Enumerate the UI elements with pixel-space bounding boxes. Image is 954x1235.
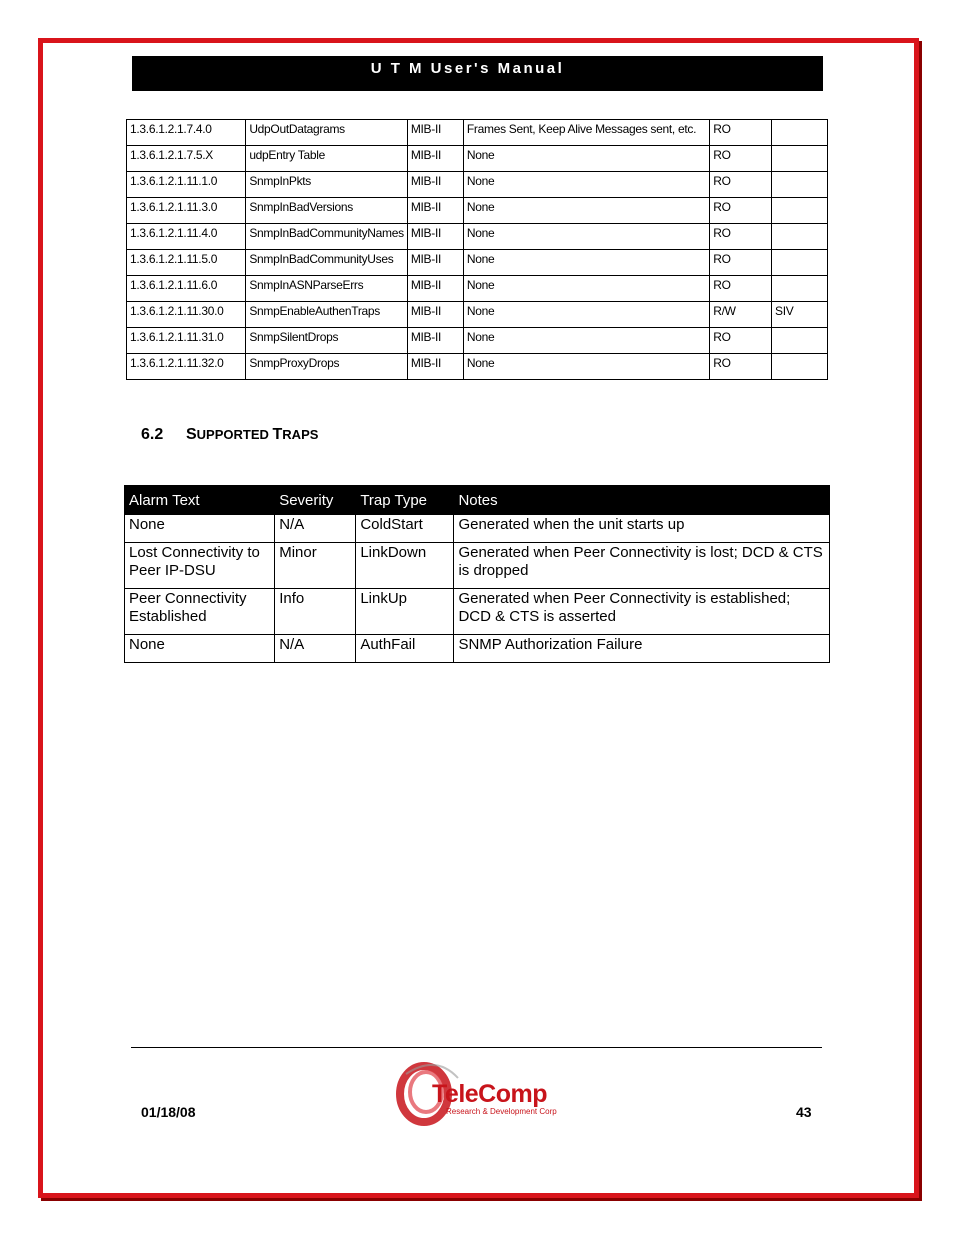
table-cell: 1.3.6.1.2.1.11.31.0 <box>127 328 246 354</box>
table-cell: None <box>125 635 275 663</box>
table-row <box>125 515 830 543</box>
manual-title: U T M User's Manual <box>370 60 565 77</box>
header-bar <box>132 56 823 91</box>
table-cell: RO <box>710 120 772 146</box>
table-cell: None <box>463 276 709 302</box>
table-cell <box>772 120 828 146</box>
table-cell: Peer Connectivity Established <box>125 589 275 635</box>
table-cell: SnmpInBadVersions <box>246 198 408 224</box>
section-title-s: S <box>186 426 197 443</box>
table-cell <box>772 354 828 380</box>
table-cell: 1.3.6.1.2.1.11.32.0 <box>127 354 246 380</box>
table-cell: SnmpProxyDrops <box>246 354 408 380</box>
table-cell: udpEntry Table <box>246 146 408 172</box>
table-cell: MIB-II <box>407 224 463 250</box>
table-cell <box>772 328 828 354</box>
table-cell: LinkUp <box>356 589 454 635</box>
table-cell: RO <box>710 276 772 302</box>
section-title-part1: UPPORTED <box>196 427 273 442</box>
table-row <box>127 276 828 302</box>
table-cell <box>772 276 828 302</box>
table-cell: MIB-II <box>407 198 463 224</box>
table-cell: R/W <box>710 302 772 328</box>
table-cell: 1.3.6.1.2.1.11.6.0 <box>127 276 246 302</box>
table-cell: Generated when Peer Connectivity is lost; DCD & CTS is dropped <box>454 543 830 589</box>
table-cell: RO <box>710 146 772 172</box>
table-cell: 1.3.6.1.2.1.11.3.0 <box>127 198 246 224</box>
table-cell: Frames Sent, Keep Alive Messages sent, etc. <box>463 120 709 146</box>
table-cell: SNMP Authorization Failure <box>454 635 830 663</box>
header-notes: Notes <box>454 486 830 515</box>
table-row <box>127 146 828 172</box>
logo-wordmark: TeleComp <box>432 1080 547 1108</box>
table-cell: None <box>463 146 709 172</box>
table-cell: MIB-II <box>407 328 463 354</box>
table-cell: 1.3.6.1.2.1.7.5.X <box>127 146 246 172</box>
table-cell: Generated when Peer Connectivity is established; DCD & CTS is asserted <box>454 589 830 635</box>
table-cell: Lost Connectivity to Peer IP-DSU <box>125 543 275 589</box>
table-cell: MIB-II <box>407 302 463 328</box>
table-row <box>125 589 830 635</box>
table-cell: SnmpInBadCommunityNames <box>246 224 408 250</box>
table-cell <box>772 172 828 198</box>
table-cell: 1.3.6.1.2.1.11.4.0 <box>127 224 246 250</box>
table-row <box>127 120 828 146</box>
page-number: 43 <box>796 1104 812 1120</box>
table-row <box>127 328 828 354</box>
table-cell: Info <box>275 589 356 635</box>
table-cell: RO <box>710 172 772 198</box>
table-cell: RO <box>710 354 772 380</box>
table-cell <box>772 224 828 250</box>
table-cell: MIB-II <box>407 250 463 276</box>
table-row <box>127 354 828 380</box>
table-cell: 1.3.6.1.2.1.11.1.0 <box>127 172 246 198</box>
table-cell: 1.3.6.1.2.1.11.5.0 <box>127 250 246 276</box>
table-cell: SnmpInASNParseErrs <box>246 276 408 302</box>
table-cell: SIV <box>772 302 828 328</box>
table-cell: None <box>463 302 709 328</box>
table-cell: 1.3.6.1.2.1.11.30.0 <box>127 302 246 328</box>
table-cell <box>772 250 828 276</box>
table-cell: MIB-II <box>407 354 463 380</box>
section-title-t: T <box>272 426 283 443</box>
table-cell: Generated when the unit starts up <box>454 515 830 543</box>
table-row <box>127 250 828 276</box>
table-cell: MIB-II <box>407 172 463 198</box>
supported-traps-table <box>124 485 830 663</box>
table-cell: MIB-II <box>407 120 463 146</box>
table-cell: N/A <box>275 635 356 663</box>
table-cell: None <box>463 198 709 224</box>
table-cell: UdpOutDatagrams <box>246 120 408 146</box>
table-row <box>127 302 828 328</box>
logo-subtitle: Research & Development Corp <box>446 1107 557 1116</box>
header-trap-type: Trap Type <box>356 486 454 515</box>
telecomp-logo <box>396 1054 576 1129</box>
table-cell: RO <box>710 198 772 224</box>
table-cell: LinkDown <box>356 543 454 589</box>
table-cell: MIB-II <box>407 146 463 172</box>
table-cell: SnmpEnableAuthenTraps <box>246 302 408 328</box>
table-cell: SnmpSilentDrops <box>246 328 408 354</box>
table-cell: RO <box>710 250 772 276</box>
table-cell: MIB-II <box>407 276 463 302</box>
table-cell: RO <box>710 328 772 354</box>
table-cell: ColdStart <box>356 515 454 543</box>
table-cell: None <box>463 172 709 198</box>
footer-date: 01/18/08 <box>141 1104 196 1120</box>
table-cell: None <box>463 328 709 354</box>
footer-divider <box>131 1047 822 1048</box>
table-cell: None <box>463 354 709 380</box>
table-cell: RO <box>710 224 772 250</box>
table-cell: N/A <box>275 515 356 543</box>
section-title-part2: RAPS <box>282 427 319 442</box>
table-cell: Minor <box>275 543 356 589</box>
table-cell: None <box>125 515 275 543</box>
table-cell: None <box>463 224 709 250</box>
header-alarm-text: Alarm Text <box>125 486 275 515</box>
section-number: 6.2 <box>141 426 164 443</box>
table-row <box>125 635 830 663</box>
table-cell <box>772 198 828 224</box>
section-heading <box>141 426 318 444</box>
header-severity: Severity <box>275 486 356 515</box>
mib-objects-table <box>126 119 828 380</box>
traps-header-row <box>125 486 830 515</box>
table-row <box>125 543 830 589</box>
table-cell: SnmpInBadCommunityUses <box>246 250 408 276</box>
table-cell: AuthFail <box>356 635 454 663</box>
table-cell: SnmpInPkts <box>246 172 408 198</box>
table-cell: None <box>463 250 709 276</box>
table-cell: 1.3.6.1.2.1.7.4.0 <box>127 120 246 146</box>
table-row <box>127 172 828 198</box>
table-cell <box>772 146 828 172</box>
table-row <box>127 198 828 224</box>
table-row <box>127 224 828 250</box>
